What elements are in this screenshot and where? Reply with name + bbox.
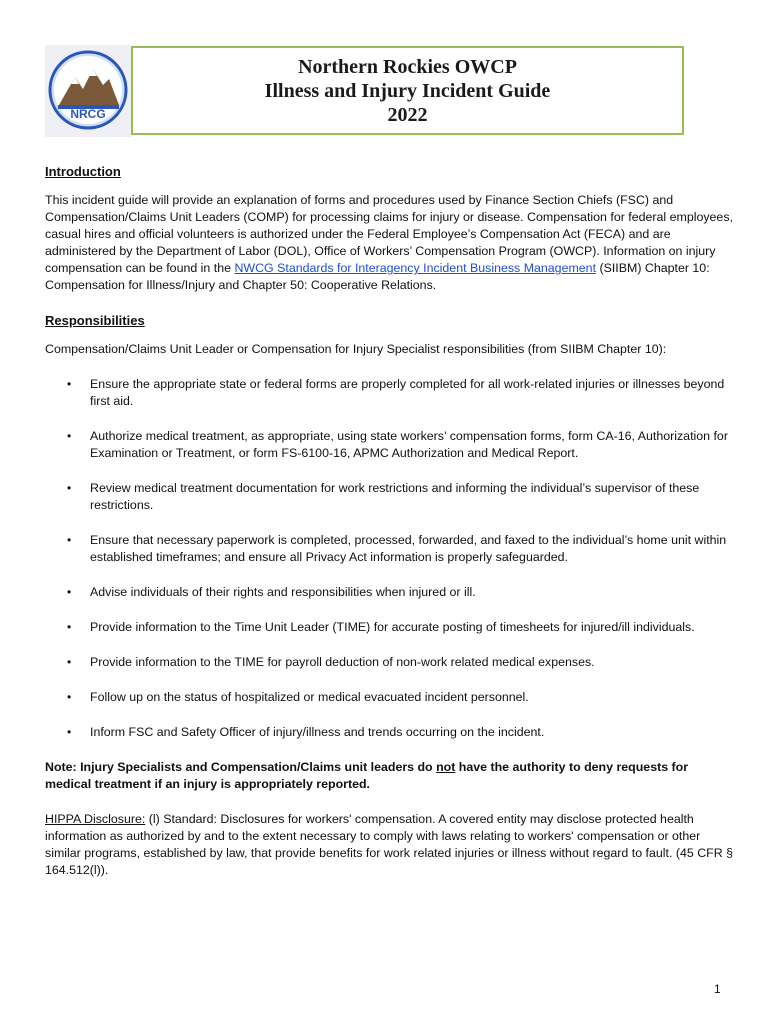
list-item <box>45 689 735 706</box>
title-box <box>131 46 684 135</box>
intro-text-1: This incident guide will provide an explanation of forms and procedures used by Finance Section Chiefs (FSC) and Compensation/Claims Unit Leaders (COMP) for processing claims for injury or disease. Compensation for federal employees, casual hires and official volunteers is authorized under the Federal Employee’s Compensation Act (FECA) and are administered by the Department of Labor (DOL), Office of Workers’ Compensation Program (OWCP). Information on injury compensation can be found in the <box>45 193 733 275</box>
note-emphasis: not <box>436 760 456 774</box>
responsibilities-heading: Responsibilities <box>45 313 145 328</box>
list-item-text: Ensure the appropriate state or federal forms are properly completed for all work-related injuries or illnesses beyond first aid. <box>90 377 725 408</box>
note-text-1: Note: Injury Specialists and Compensation/Claims unit leaders do <box>45 760 437 774</box>
bullet-icon: • <box>67 481 72 495</box>
list-item <box>45 376 735 410</box>
document-body <box>45 163 735 879</box>
bullet-icon: • <box>67 533 72 547</box>
responsibilities-list <box>45 376 735 741</box>
bullet-icon: • <box>67 585 72 599</box>
page-number: 1 <box>714 982 721 996</box>
list-item <box>45 724 735 741</box>
title-line-3: 2022 <box>387 104 428 126</box>
responsibilities-lead: Compensation/Claims Unit Leader or Compensation for Injury Specialist responsibilities (from SIIBM Chapter 10): <box>45 342 667 356</box>
logo-text: NRCG <box>70 107 106 121</box>
siibm-link[interactable]: NWCG Standards for Interagency Incident Business Management <box>234 261 597 275</box>
list-item-text: Provide information to the TIME for payroll deduction of non-work related medical expenses. <box>90 655 595 669</box>
bullet-icon: • <box>67 429 72 443</box>
title-line-2: Illness and Injury Incident Guide <box>264 80 551 102</box>
list-item <box>45 532 735 566</box>
bullet-icon: • <box>67 655 72 669</box>
list-item-text: Advise individuals of their rights and responsibilities when injured or ill. <box>90 585 476 599</box>
list-item-text: Provide information to the Time Unit Leader (TIME) for accurate posting of timesheets for injured/ill individuals. <box>90 620 695 634</box>
title-line-1: Northern Rockies OWCP <box>298 56 517 78</box>
hippa-text: (l) Standard: Disclosures for workers' compensation. A covered entity may disclose protected health information as authorized by and to the extent necessary to comply with laws relating to workers' compensation or other similar programs, established by law, that provide benefits for work related injuries or illness without regard to fault. (45 CFR § 164.512(l)). <box>45 812 733 877</box>
list-item <box>45 619 735 636</box>
intro-heading: Introduction <box>45 164 121 179</box>
list-item <box>45 654 735 671</box>
hippa-label: HIPPA Disclosure: <box>45 812 146 826</box>
bullet-icon: • <box>67 725 72 739</box>
list-item <box>45 428 735 462</box>
bullet-icon: • <box>67 690 72 704</box>
hippa-paragraph <box>45 811 735 879</box>
list-item <box>45 584 735 601</box>
note-text-2: have the authority to deny requests for medical treatment if an injury is appropriately reported. <box>45 760 689 791</box>
intro-text-2: (SIIBM) Chapter 10: Compensation for Illness/Injury and Chapter 50: Cooperative Relations. <box>45 261 710 292</box>
list-item-text: Inform FSC and Safety Officer of injury/illness and trends occurring on the incident. <box>90 725 545 739</box>
list-item-text: Review medical treatment documentation for work restrictions and informing the individual’s supervisor of these restrictions. <box>90 481 700 512</box>
list-item <box>45 480 735 514</box>
list-item-text: Authorize medical treatment, as appropriate, using state workers’ compensation forms, form CA-16, Authorization for Examination or Treatment, or form FS-6100-16, APMC Authorization and Medical Report. <box>90 429 728 460</box>
list-item-text: Ensure that necessary paperwork is completed, processed, forwarded, and faxed to the individual’s home unit within established timeframes; and ensure all Privacy Act information is properly safeguarded. <box>90 533 727 564</box>
bullet-icon: • <box>67 620 72 634</box>
intro-paragraph <box>45 192 735 294</box>
list-item-text: Follow up on the status of hospitalized or medical evacuated incident personnel. <box>90 690 529 704</box>
bullet-icon: • <box>67 377 72 391</box>
nrcg-logo <box>45 45 132 137</box>
note-paragraph <box>45 759 735 793</box>
